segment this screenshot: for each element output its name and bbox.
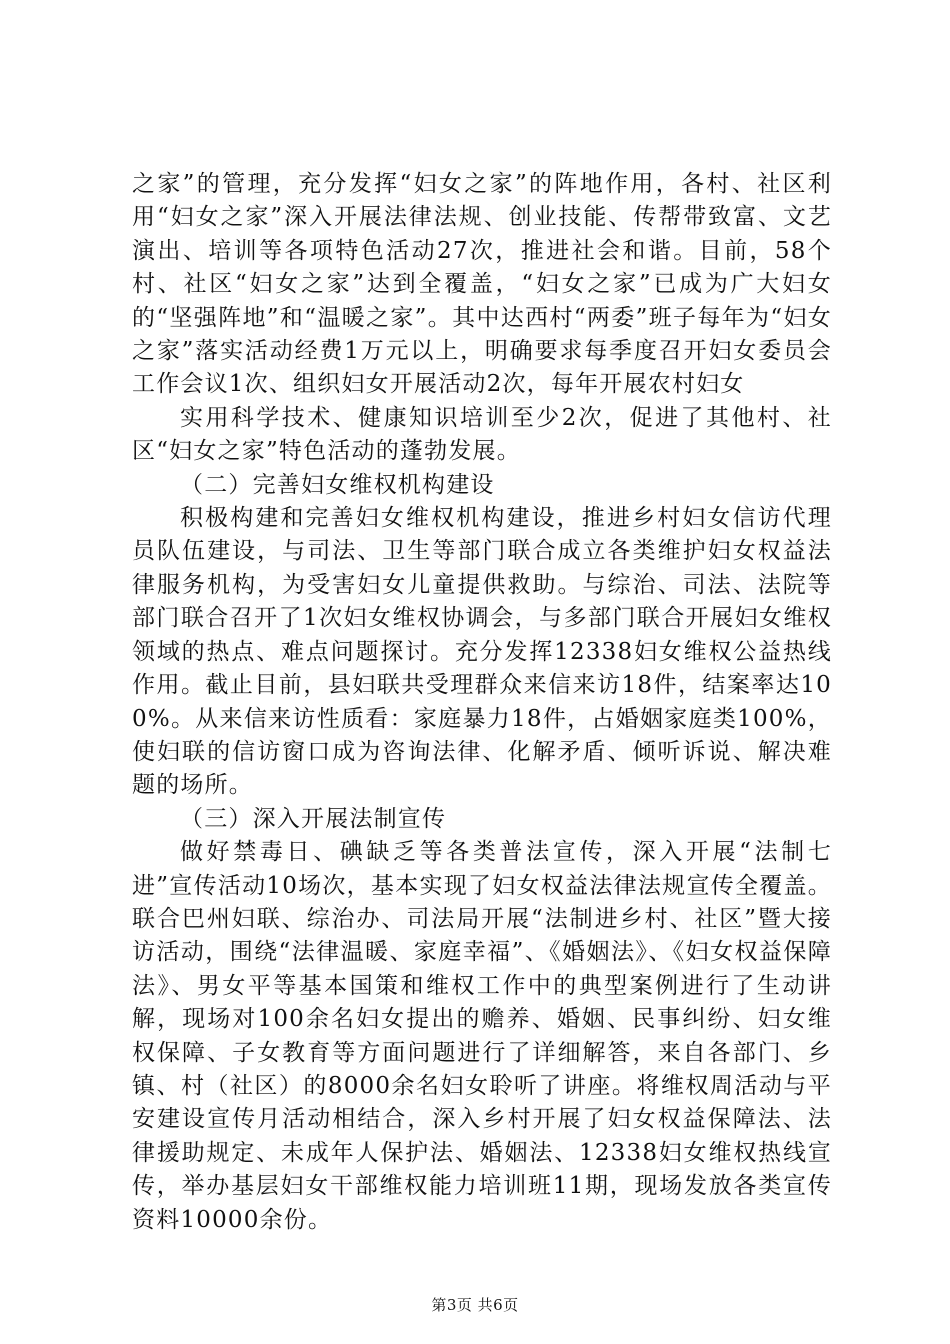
page-footer: 第3页 共6页 [431,1296,519,1314]
paragraph-legal-publicity: 做好禁毒日、碘缺乏等各类普法宣传，深入开展“法制七进”宣传活动10场次，基本实现了妇女权益法律法规宣传全覆盖。联合巴州妇联、综治办、司法局开展“法制进乡村、社区”暨大接访活动，围绕“法律温暖、家庭幸福”、《婚姻法》、《妇女权益保障法》、男女平等基本国策和维权工作中的典型案例进行了生动讲解，现场对100余名妇女提出的赡养、婚姻、民事纠纷、妇女维权保障、子女教育等方面问题进行了详细解答，来自各部门、乡镇、村（社区）的8000余名妇女聆听了讲座。将维权周活动与平安建设宣传月活动相结合，深入乡村开展了妇女权益保障法、法律援助规定、未成年人保护法、婚姻法、12338妇女维权热线宣传，举办基层妇女干部维权能力培训班11期，现场发放各类宣传资料10000余份。 [132,839,832,1233]
document-body [132,168,832,1237]
paragraph-continuation: 之家”的管理，充分发挥“妇女之家”的阵地作用，各村、社区利用“妇女之家”深入开展法律法规、创业技能、传帮带致富、文艺演出、培训等各项特色活动27次，推进社会和谐。目前，58个村、社区“妇女之家”达到全覆盖，“妇女之家”已成为广大妇女的“坚强阵地”和“温暖之家”。其中达西村“两委”班子每年为“妇女之家”落实活动经费1万元以上，明确要求每季度召开妇女委员会工作会议1次、组织妇女开展活动2次，每年开展农村妇女 [132,171,832,398]
section-heading-legal-publicity: （三）深入开展法制宣传 [180,805,447,832]
section-heading-rights-institutions: （二）完善妇女维权机构建设 [180,471,495,498]
paragraph-rights-institutions: 积极构建和完善妇女维权机构建设，推进乡村妇女信访代理员队伍建设，与司法、卫生等部门联合成立各类维护妇女权益法律服务机构，为受害妇女儿童提供救助。与综治、司法、法院等部门联合召开了1次妇女维权协调会，与多部门联合开展妇女维权领域的热点、难点问题探讨。充分发挥12338妇女维权公益热线作用。截止目前，县妇联共受理群众来信来访18件，结案率达100%。从来信来访性质看：家庭暴力18件，占婚姻家庭类100%，使妇联的信访窗口成为咨询法律、化解矛盾、倾听诉说、解决难题的场所。 [132,505,832,799]
paragraph-training: 实用科学技术、健康知识培训至少2次，促进了其他村、社区“妇女之家”特色活动的蓬勃发展。 [132,404,832,465]
